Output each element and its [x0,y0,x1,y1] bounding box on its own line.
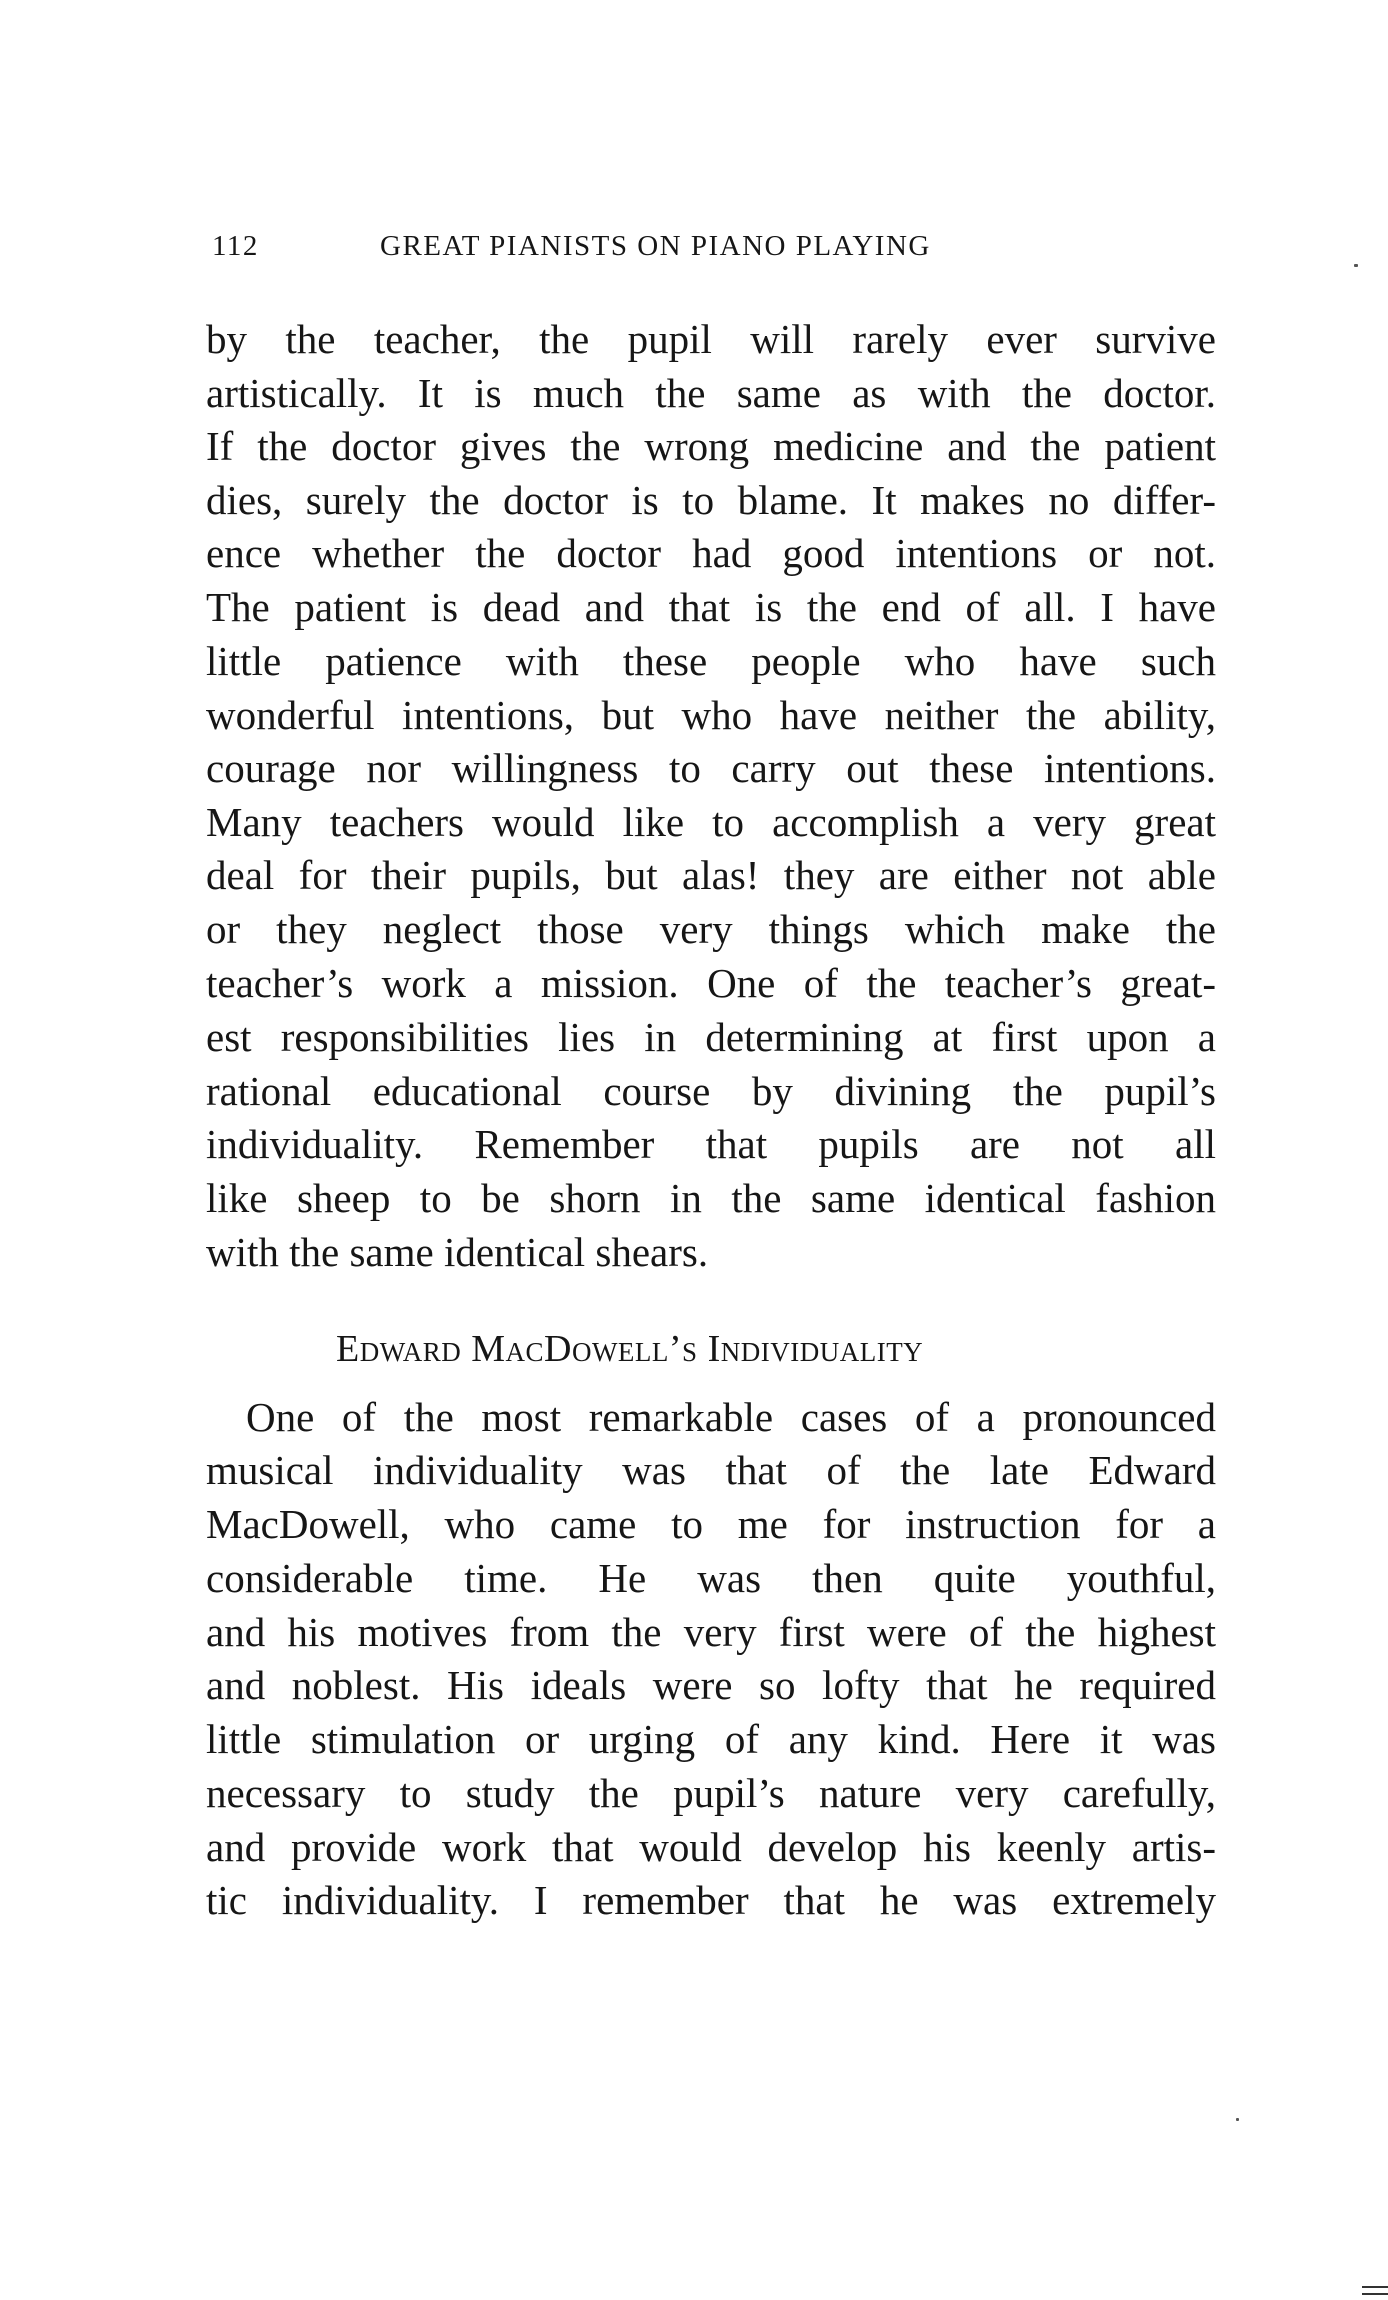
text-line: MacDowell, who came to me for instruction for a [206,1501,1216,1547]
text-line: courage nor willingness to carry out these intentions. [206,745,1216,791]
text-line: The patient is dead and that is the end of all. I have [206,584,1216,630]
running-title: GREAT PIANISTS ON PIANO PLAYING [380,230,931,262]
text-line: necessary to study the pupil’s nature very carefully, [206,1770,1216,1816]
text-line: considerable time. He was then quite youthful, [206,1555,1216,1601]
text-line: musical individuality was that of the late Edward [206,1447,1216,1493]
text-line: If the doctor gives the wrong medicine and the patient [206,423,1216,469]
text-line: dies, surely the doctor is to blame. It makes no differ- [206,477,1216,523]
text-line: with the same identical shears. [206,1229,709,1275]
text-line: and noblest. His ideals were so lofty that he required [206,1662,1216,1708]
text-line: wonderful intentions, but who have neither the ability, [206,692,1216,738]
scan-speck [1236,2118,1239,2121]
text-line: and his motives from the very first were of the highest [206,1609,1216,1655]
text-line: One of the most remarkable cases of a pronounced [246,1394,1216,1440]
text-line: or they neglect those very things which make the [206,906,1216,952]
text-line: teacher’s work a mission. One of the teacher’s great- [206,960,1216,1006]
text-line: little patience with these people who have such [206,638,1216,684]
text-line: est responsibilities lies in determining at first upon a [206,1014,1216,1060]
text-line: Many teachers would like to accomplish a very great [206,799,1216,845]
text-line: rational educational course by divining the pupil’s [206,1068,1216,1114]
scan-speck [1354,264,1358,267]
scan-edge-mark [1362,2286,1388,2288]
text-line: tic individuality. I remember that he was extremely [206,1877,1216,1923]
text-line: little stimulation or urging of any kind. Here it was [206,1716,1216,1762]
text-line: deal for their pupils, but alas! they are either not able [206,852,1216,898]
page-number: 112 [212,230,259,262]
scan-edge-mark [1362,2293,1388,2295]
section-heading: Edward MacDowell’s Individuality [336,1328,924,1370]
text-line: individuality. Remember that pupils are not all [206,1121,1216,1167]
text-line: artistically. It is much the same as with the doctor. [206,370,1216,416]
text-line: like sheep to be shorn in the same identical fashion [206,1175,1216,1221]
running-head [212,230,1072,270]
text-line: and provide work that would develop his keenly artis- [206,1824,1216,1870]
text-line: by the teacher, the pupil will rarely ever survive [206,316,1216,362]
text-line: ence whether the doctor had good intentions or not. [206,530,1216,576]
